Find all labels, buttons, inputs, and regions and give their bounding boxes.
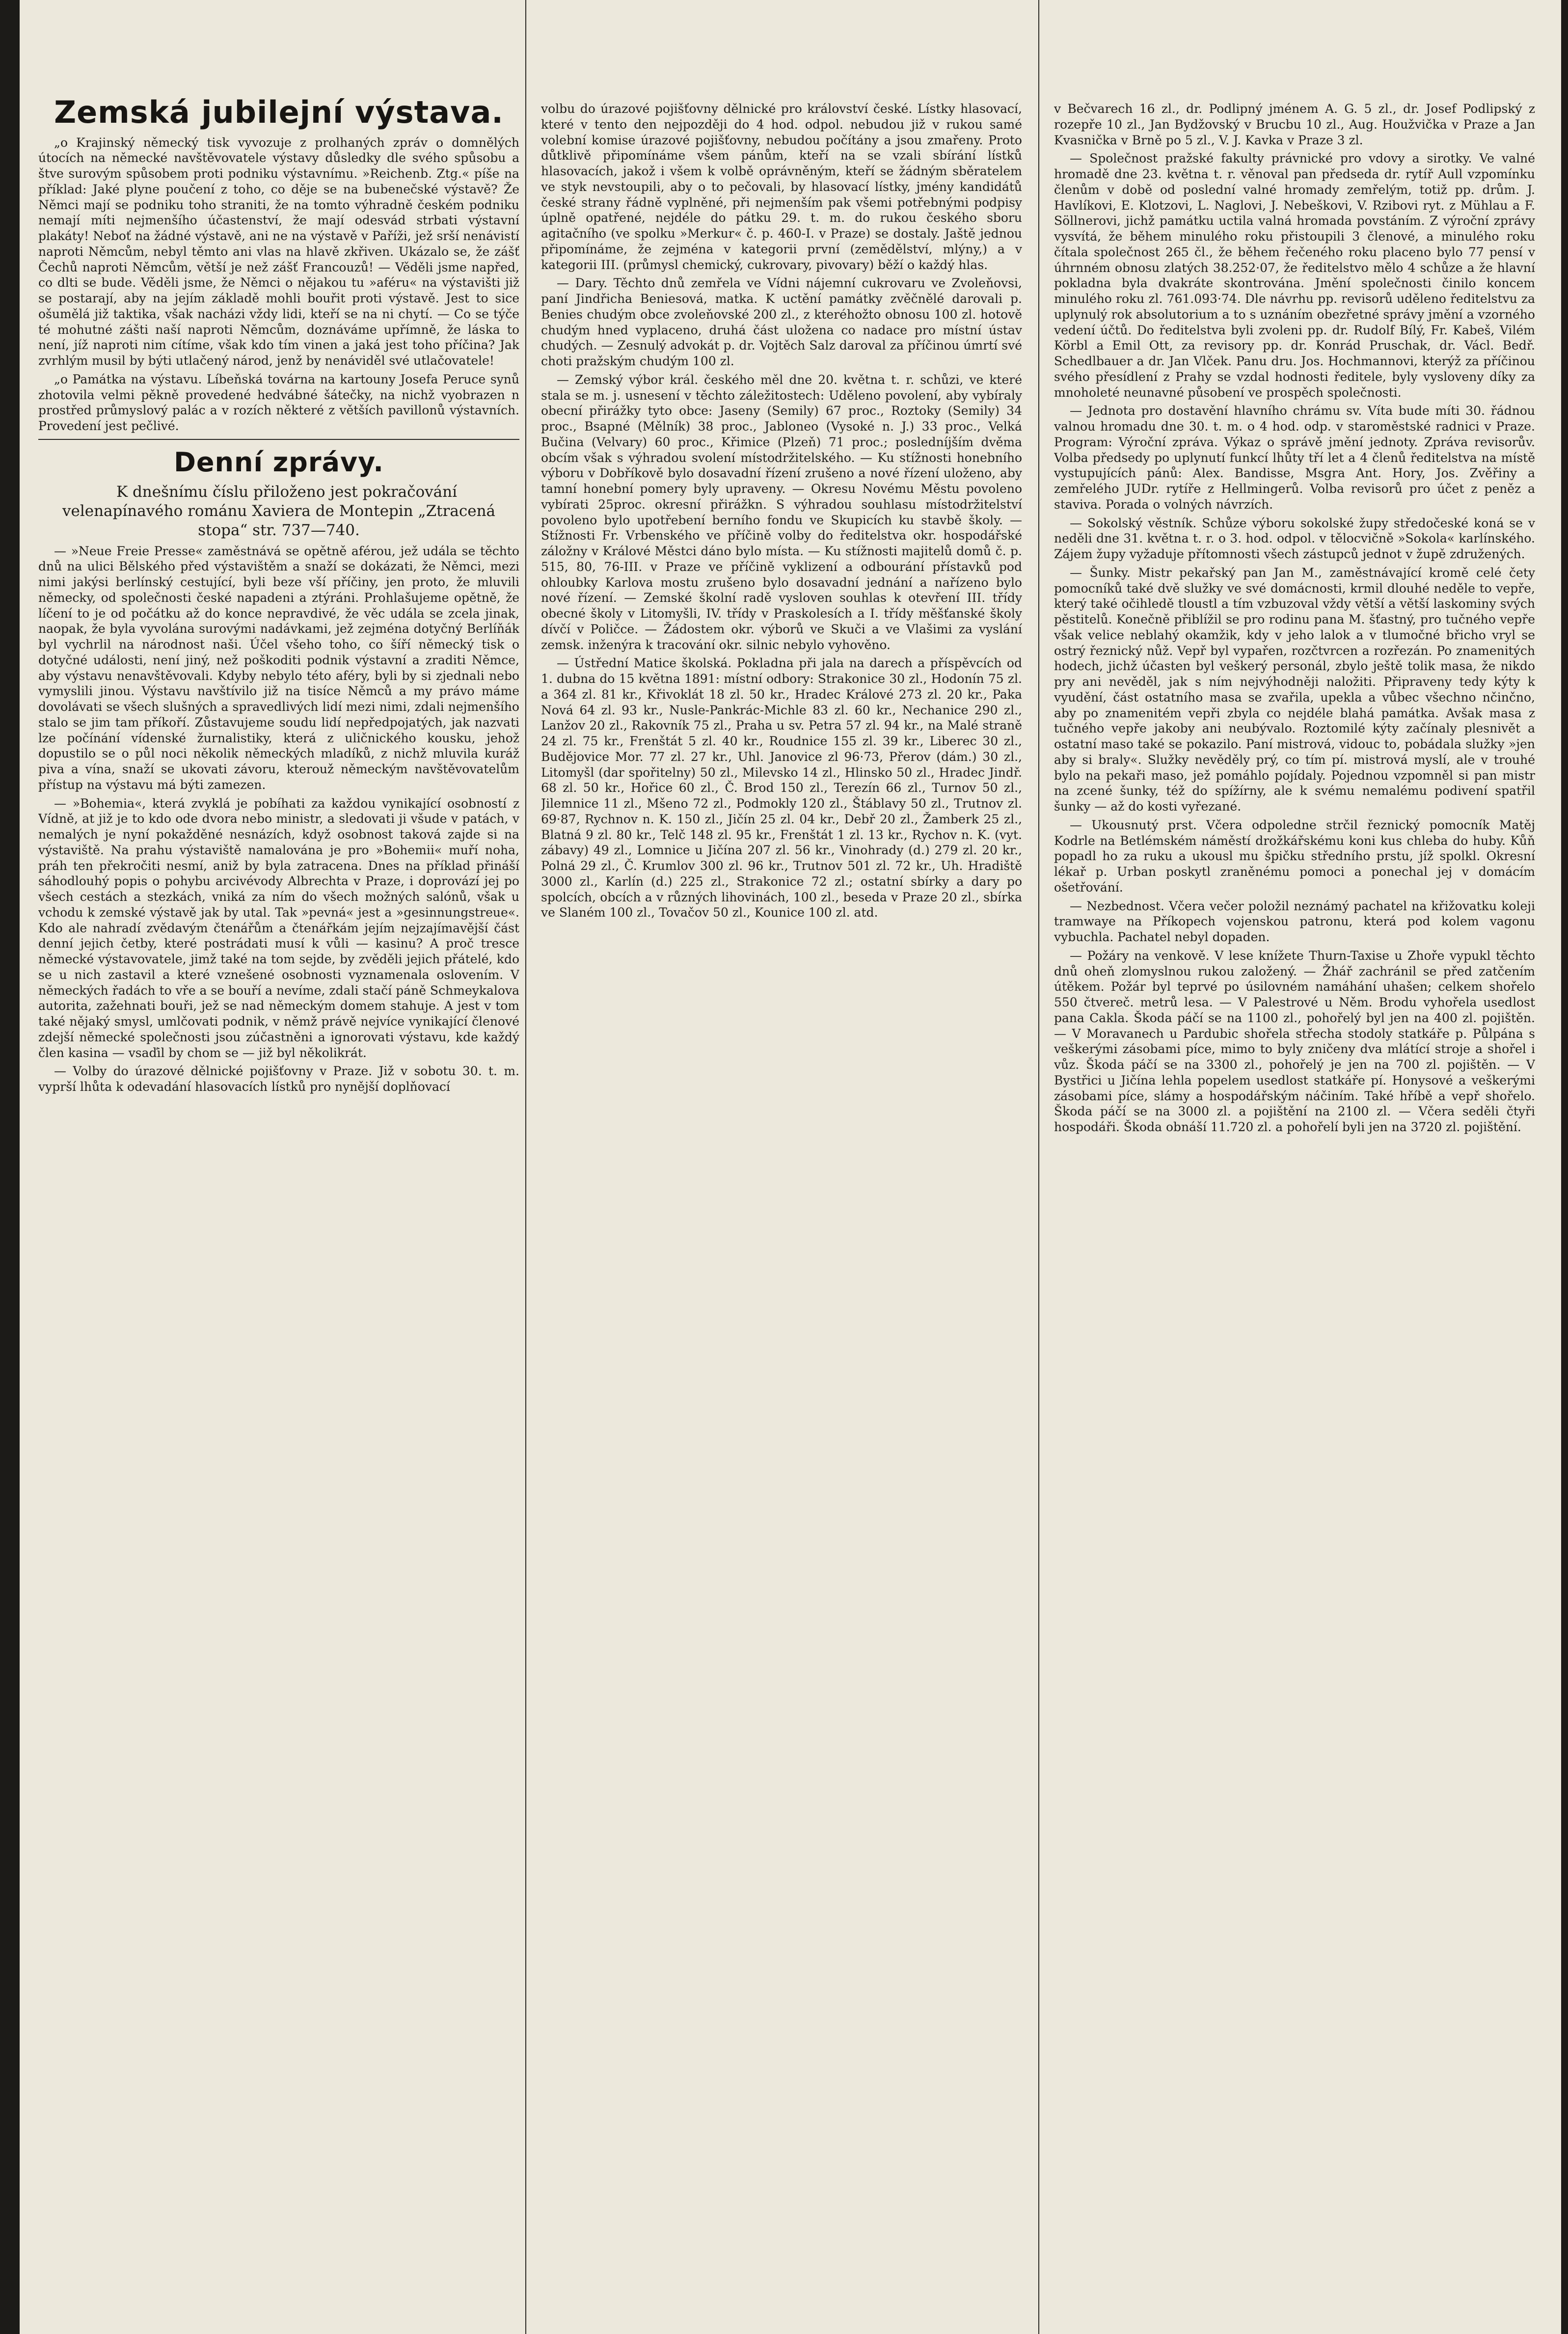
article-paragraph: volbu do úrazové pojišťovny dělnické pro království české. Lístky hlasovací, které v tento den nejpozději do 4 hod. odpol. nebudou již v rukou samé volební komise úrazové pojišťovny, nebudou počítány a jsou zmařeny. Proto důtklivě připomínáme všem pánům, kteří na se vzali sbírání lístků hlasovacích, jakož i všem k volbě oprávněným, kteří se žádným sběratelem ve styk nevstoupili, aby o to pečovali, by hlasovací lístky, jmény kandidátů české strany řádně vyplněné, při nejmenším pak všemi potřebnými podpisy úplně opatřené, nejdéle do pátku 29. t. m. do rukou českého sboru agitačního (ve spolku »Merkur« č. p. 460-I. v Praze) se dostaly. Jaště jednou připomínáme, že zejména v kategorii první (zemědělství, mlýny,) a v kategorii III. (průmysl chemický, cukrovary, pivovary) běží o každý hlas. — [541, 102, 1022, 272]
article-paragraph: v Bečvarech 16 zl., dr. Podlipný jménem A. G. 5 zl., dr. Josef Podlipský z rozepře 10 zl., Jan Bydžovský v Brucbu 10 zl., Aug. Houžvička v Praze a Jan Kvasnička v Brně po 5 zl., V. J. Kavka v Praze 3 zl. — [1054, 102, 1535, 147]
article-paragraph: — »Neue Freie Presse« zaměstnává se opětně aférou, jež udála se těchto dnů na ulici Bělského před výstavištěm a snaží se dokázati, že Němci, mezi nimi jakýsi berlínský cestující, byli beze vší příčiny, jen proto, že mluvili německy, od společnosti české napadeni a ztýráni. Prohlašujeme opětně, že líčení to je od počátku až do konce nepravdivé, že věc udála se zcela jinak, naopak, že byla vyvolána surovými nadávkami, jež zejména dotyčný Berlíňák byl vychrlil na národnost naši. Účel všeho toho, co šíří německý tisk o dotyčné události, není jiný, než poškoditi podnik výstavní a zraditi Němce, aby výstavu nenavštěvovali. Kdyby nebylo této aféry, byli by si zjednali nebo vymyslili jinou. Výstavu navštívilo již na tisíce Němců a my právo máme dovolávati se všech slušných a spravedlivých lidí mezi nimi, zdali nejmenšího stalo se jim tam příkoří. Zůstavujeme soudu lidí nepředpojatých, jak nazvati lze počínání vídenské žurnalistiky, která z uličnického kousku, jehož dopustilo se o půl noci několik německých mladíků, z nichž mluvila kuráž piva a vína, snaží se ukovati závoru, kterouž německým navštěvovatelům přístup na výstavu má býti zamezen. — [38, 543, 519, 792]
article-paragraph: — Společnost pražské fakulty právnické pro vdovy a sirotky. Ve valné hromadě dne 23. května t. r. věnoval pan předseda dr. rytíř Aull vzpomínku členům v době od poslední valné hromady zemřelým, totiž pp. drům. J. Havlíkovi, E. Klotzovi, L. Naglovi, J. Nebeškovi, V. Rzibovi ryt. z Mühlau a F. Söllnerovi, jichž památku uctila valná hromada povstáním. Z výroční zprávy vysvítá, že během minulého roku přistoupili 3 členové, a minulého roku čítala společnost 265 čl., že během řečeného roku placeno bylo 77 pensí v úhrnném obnosu zlatých 38.252·07, že ředitelstvo mělo 4 schůze a že hlavní pokladna byla dvakráte skontrována. Jmění společnosti činilo koncem minulého roku zl. 761.093·74. Dle návrhu pp. revisorů uděleno ředitelstvu za uplynulý rok absolutorium a to s uznáním obezřetné správy jmění a vzorného vedení účtů. Do ředitelstva byli zvoleni pp. dr. Rudolf Bílý, Fr. Kabeš, Vilém Körbl a Emil Ott, za revisory pp. dr. Konrád Pruschak, dr. Václ. Bedř. Schedlbauer a dr. Jan Vlček. Panu dru. Jos. Hochmannovi, kterýž za příčinou svého přesídlení z Prahy se vzdal hodnosti ředitele, byly vysloveny díky za mnoholeté neunavné působení ve prospěch společnosti. — [1054, 151, 1535, 400]
section-title-zemska-vystava: Zemská jubilejní výstava. — [54, 94, 504, 130]
article-paragraph: „o Krajinský německý tisk vyvozuje z prolhaných zpráv o domnělých útocích na německé navštěvovatele výstavy důsledky dle svého spůsobu a štve surovým spůsobem proti podniku výstavnímu. »Reichenb. Ztg.« píše na příklad: Jaké plyne poučení z toho, co děje se na bubenečské výstavě? Že Němci mají se podniku toho straniti, že na tomto výhradně českém podniku nemají míti nejmenšího účastenství, že mají odesvád strbati výstavní plakáty! Neboť na žádné výstavě, ani ne na výstavě v Paříži, jež srší nenávistí naproti Němcům, nebyl těmto ani vlas na hlavě zkřiven. Ukázalo se, že zášť Čechů naproti Němcům, větší je než zášť Francouzů! — Věděli jsme napřed, co dlti se bude. Věděli jsme, že Němci o nějakou tu »aféru« na výstavišti již se postarají, aby na jejím základě mohli bouřit proti výstavě. Jest to sice ošumělá již taktika, však nacházi vždy lidi, kteří se na ni chytí. — Co se týče té mohutné zášti naší naproti Němcům, doznáváme upřímně, že láska to není, jíž naproti nim cítíme, však kdo tím vinen a jaká jest toho příčina? Jak zvrhlým musil by býti utlačený národ, jenž by nenáviděl své utlačovatele! — [38, 135, 519, 368]
newspaper-page — [20, 0, 1561, 2334]
article-paragraph: — Ukousnutý prst. Včera odpoledne strčil řeznický pomocník Matěj Kodrle na Betlémském náměstí drožkářskému koni kus chleba do huby. Kůň popadl ho za ruku a ukousl mu špičku středního prstu, jíž spolkl. Okresní lékař p. Urban poskytl zraněnému pomoci a ponechal jej v domácím ošetřování. — [1054, 817, 1535, 895]
article-paragraph: — Dary. Těchto dnů zemřela ve Vídni nájemní cukrovaru ve Zvoleňovsi, paní Jindřicha Beniesová, matka. K uctění památky zvěčnělé darovali p. Benies chudým obce zvoleňovské 200 zl., z kteréhožto obnosu 100 zl. hotově chudým hned vyplaceno, druhá část uložena co nadace pro místní ústav chudých. — Zesnulý advokát p. dr. Vojtěch Salz daroval za příčinou úmrtí své choti pražským chudým 100 zl. — [541, 276, 1022, 368]
section-rule — [38, 439, 519, 440]
article-paragraph: — Zemský výbor král. českého měl dne 20. května t. r. schůzi, ve které stala se m. j. usnesení v těchto záležitostech: Uděleno povolení, aby vybíraly obecní přirážky tyto obce: Jaseny (Semily) 67 proc., Roztoky (Semily) 34 proc., Bsapné (Mělník) 38 proc., Jabloneo (Vysoké n. J.) 33 proc., Velká Bučina (Velvary) 60 proc., Křimice (Plzeň) 71 proc.; posledníjším dvěma obcím však s výhradou svolení místodržitelského. — Ku stížnosti honebního výboru v Dobříkově bylo dosavadní řízení zrušeno a nové řízení uloženo, aby tamní honební pomery byly upraveny. — Okresu Novému Městu povoleno vybírati 25proc. okresní přirážkn. S výhradou souhlasu místodržitelství povoleno bylo upotřebení berního fondu ve Skupicích ku stavbě školy. — Stížnosti Fr. Vrbenského ve příčině volby do ředitelstva okr. hospodářské záložny v Králové Městci dáno bylo místa. — Ku stížnosti majitelů domů č. p. 515, 80, 76-III. v Praze ve příčině vyklizení a odbourání přístavků pod ohloubky Karlova mostu zrušeno bylo dosavadní jednání a nařízeno bylo nové řízení. — Zemské školní radě vysloven souhlas k otevření III. třídy obecné školy v Litomyšli, IV. třídy v Praskolesích a I. třídy měšťanské školy dívčí v Poličce. — Žádostem okr. výborů ve Skuči a ve Vlašimi za vyslání zemsk. inženýra k tracování okr. silnic nebylo vyhověno. — [541, 372, 1022, 652]
article-paragraph: — Požáry na venkově. V lese knížete Thurn-Taxise u Zhoře vypukl těchto dnů oheň zlomyslnou rukou založený. — Žhář zachránil se před zatčením útěkem. Požár byl teprvé po úsilovném namáhání uhašen; celkem shořelo 550 čtvereč. metrů lesa. — V Palestrové u Něm. Brodu vyhořela usedlost pana Cakla. Škoda páčí se na 1100 zl., pohořelý byl jen na 400 zl. pojištěn. — V Moravanech u Pardubic shořela střecha stodoly statkáře p. Půlpána s veškerými zásobami píce, mimo to byly zničeny dva mlátící stroje a shořel i vůz. Škoda páčí se na 3300 zl., pohořelý je jen na 700 zl. pojištěn. — V Bystřici u Jičína lehla popelem usedlost statkáře pí. Honysové a veškerými zásobami píce, slámy a hospodářským náčiním. Také hříbě a vepř shořelo. Škoda páčí se na 3000 zl. a pojištění na 2100 zl. — Včera seděli čtyři hospodáři. Škoda obnáší 11.720 zl. a pohořelí byli jen na 3720 zl. pojištění. — [1054, 948, 1535, 1134]
column-rule — [525, 0, 526, 2334]
article-paragraph: — »Bohemia«, která zvyklá je pobíhati za každou vynikající osobností z Vídně, at již je to kdo ode dvora nebo ministr, a sledovati ji všude v patách, v nemalých je nyní pokažděné nesnázích, když osobnost taková zajde si na výstaviště. Na prahu výstaviště namalována je pro »Bohemii« muří noha, práh ten překročiti nesmí, aniž by byla zatracena. Dnes na příklad přináší sáhodlouhý popis o pohybu arcivévody Albrechta v Praze, i doprovází jej po všech cestách a stezkách, vniká za ním do všech možných salónů, však u vchodu k zemské výstavě jak by utal. Tak »pevná« jest a »gesinnungstreue«. Kdo ale nahradí zvědavým čtenářům a čtenářkám jejím nejzajímavější část denní jejich četby, které postrádati musí k vůli — kasinu? A proč tresce německé výstavovatele, jimž také na tom sejde, by zvěděli jejich přátelé, kdo se u nich zastavil a které vznešené osobnosti vyznamenala oslovením. V německých řadách to vře a se bouří a nevíme, zdali stačí páně Schmeykalova autorita, zažehnati bouři, jež se nad německým domem stahuje. A jest v tom také nějaký smysl, umlčovati podnik, v němž právě nejvíce vynikající členové zdejší německé společnosti jsou zúčastněni a ignorovati výstavu, kde každý člen kasina — vsaďil by chom se — již byl několikrát. — [38, 796, 519, 1060]
article-paragraph: — Ústřední Matice školská. Pokladna při jala na darech a příspěvcích od 1. dubna do 15 května 1891: místní odbory: Strakonice 30 zl., Hodonín 75 zl. a 364 zl. 81 kr., Křivoklát 18 zl. 50 kr., Hradec Králové 273 zl. 20 kr., Paka Nová 64 zl. 93 kr., Nusle-Pankrác-Michle 83 zl. 60 kr., Nechanice 290 zl., Lanžov 20 zl., Rakovník 75 zl., Praha u sv. Petra 57 zl. 94 kr., na Malé straně 24 zl. 75 kr., Frenštát 5 zl. 40 kr., Roudnice 155 zl. 39 kr., Liberec 30 zl., Budějovice Mor. 77 zl. 27 kr., Uhl. Janovice zl 96·73, Přerov (dám.) 30 zl., Litomyšl (dar spořitelny) 50 zl., Milevsko 14 zl., Hlinsko 50 zl., Hradec Jindř. 68 zl. 50 kr., Hořice 60 zl., Č. Brod 150 zl., Terezín 66 zl., Turnov 50 zl., Jilemnice 11 zl., Mšeno 72 zl., Podmokly 120 zl., Štáblavy 50 zl., Trutnov zl. 69·87, Rychnov n. K. 150 zl., Jičín 25 zl. 04 kr., Debř 20 zl., Žamberk 25 zl., Blatná 9 zl. 80 kr., Telč 148 zl. 95 kr., Frenštát 1 zl. 13 kr., Rychov n. K. (vyt. zábavy) 49 zl., Lomnice u Jičína 207 zl. 56 kr., Vinohrady (d.) 279 zl. 20 kr., Polná 29 zl., Č. Krumlov 300 zl. 96 kr., Trutnov 501 zl. 72 kr., Uh. Hradiště 3000 zl., Karlín (d.) 225 zl., Strakonice 72 zl.; ostatní sbírky a dary po spolcích, obcích a v různých lihovinách, 100 zl., beseda v Praze 20 zl., sbírka ve Slaném 100 zl., Tovačov 50 zl., Kounice 100 zl. atd. — [541, 656, 1022, 920]
supplement-notice: K dnešnímu číslu přiloženo jest pokračování velenapínavého románu Xaviera de Montepin „Ztracená stopa“ str. 737—740. — [62, 483, 496, 540]
column-3 — [1054, 0, 1535, 2334]
column-rule — [1038, 0, 1039, 2334]
article-paragraph: — Sokolský věstník. Schůze výboru sokolské župy středočeské koná se v neděli dne 31. května t. r. o 3. hod. odpol. v tělocvičně »Sokola« karlínského. Zájem župy vyžaduje přítomnosti všech zástupců jednot v župě združených. — [1054, 516, 1535, 561]
column-2 — [541, 0, 1022, 2334]
article-paragraph: — Nezbednost. Včera večer položil neznámý pachatel na křižovatku koleji tramwaye na Příkopech vojenskou patronu, která pod kolem vagonu vybuchla. Pachatel nebyl dopaden. — [1054, 898, 1535, 944]
section-title-denni-zpravy: Denní zprávy. — [174, 446, 384, 478]
article-paragraph: — Volby do úrazové dělnické pojišťovny v Praze. Již v sobotu 30. t. m. vyprší lhůta k odevadání hlasovacích lístků pro nynější doplňovací — [38, 1064, 519, 1094]
column-1 — [38, 0, 519, 2334]
article-paragraph: — Šunky. Mistr pekařský pan Jan M., zaměstnávající kromě celé čety pomocníků také dvě služky ve své domácnosti, krmil dlouhé neděle to vepře, který také očihledě tloustl a tím vzbuzoval vždy větší a větší laskominy svých pěstitelů. Konečně přiblížil se pro rodinu pana M. šťastný, pro tučného vepře však velice neblahý okamžik, kdy v jeho lalok a v tlumočné břicho vryl se ostrý řeznický nůž. Vepř byl vypařen, rozčtvrcen a rozřezán. Po znamenitých hodech, jichž účasten byl veškerý personál, zbylo ještě tolik masa, že nikdo pry ani nevěděl, jak s ním nejvýhodněji naložiti. Připraveny tedy kýty k vyudění, část ostatního masa se zvařila, upekla a vůbec všechno nčinčno, aby po znamenitém vepři zbyla co nejdéle blahá památka. Avšak masa z tučného vepře jakoby ani neubývalo. Roztomilé kýty začínaly plesnivět a ostatní maso také se pokazilo. Paní mistrová, vidouc to, pobádala služky »jen aby si braly«. Služky nevěděly prý, co tím pí. mistrová myslí, ale v trouhé bylo na pekaři maso, jež pomáhlo pojídaly. Pojednou vzpomněl si pan mistr na zcené šunky, též do spížírny, ale k svému nemalému podivení spatřil šunky — až do kosti vyřezané. — [1054, 565, 1535, 814]
article-paragraph: „o Památka na výstavu. Líbeňská továrna na kartouny Josefa Peruce synů zhotovila velmi pěkně provedené hedvábné šátečky, na nichž vyobrazen n prostřed průmyslový palác a v rozích některé z větších pavillonů výstavních. Provedení jest pečlivé. — [38, 372, 519, 434]
article-paragraph: — Jednota pro dostavění hlavního chrámu sv. Víta bude míti 30. řádnou valnou hromadu dne 30. t. m. o 4 hod. odp. v staroměstské radnici v Praze. Program: Výroční zpráva. Výkaz o správě jmění jednoty. Zpráva revisorův. Volba předsedy po uplynutí funkcí lhůty tří let a 4 členů ředitelstva na místě vystupujících pánů: Alex. Bandisse, Msgra Ant. Hory, Jos. Zvěřiny a zemřelého JUDr. rytíře z Hellmingerů. Volba revisorů pro účet z peněz a staviva. Porada o volných návrzích. — [1054, 404, 1535, 512]
